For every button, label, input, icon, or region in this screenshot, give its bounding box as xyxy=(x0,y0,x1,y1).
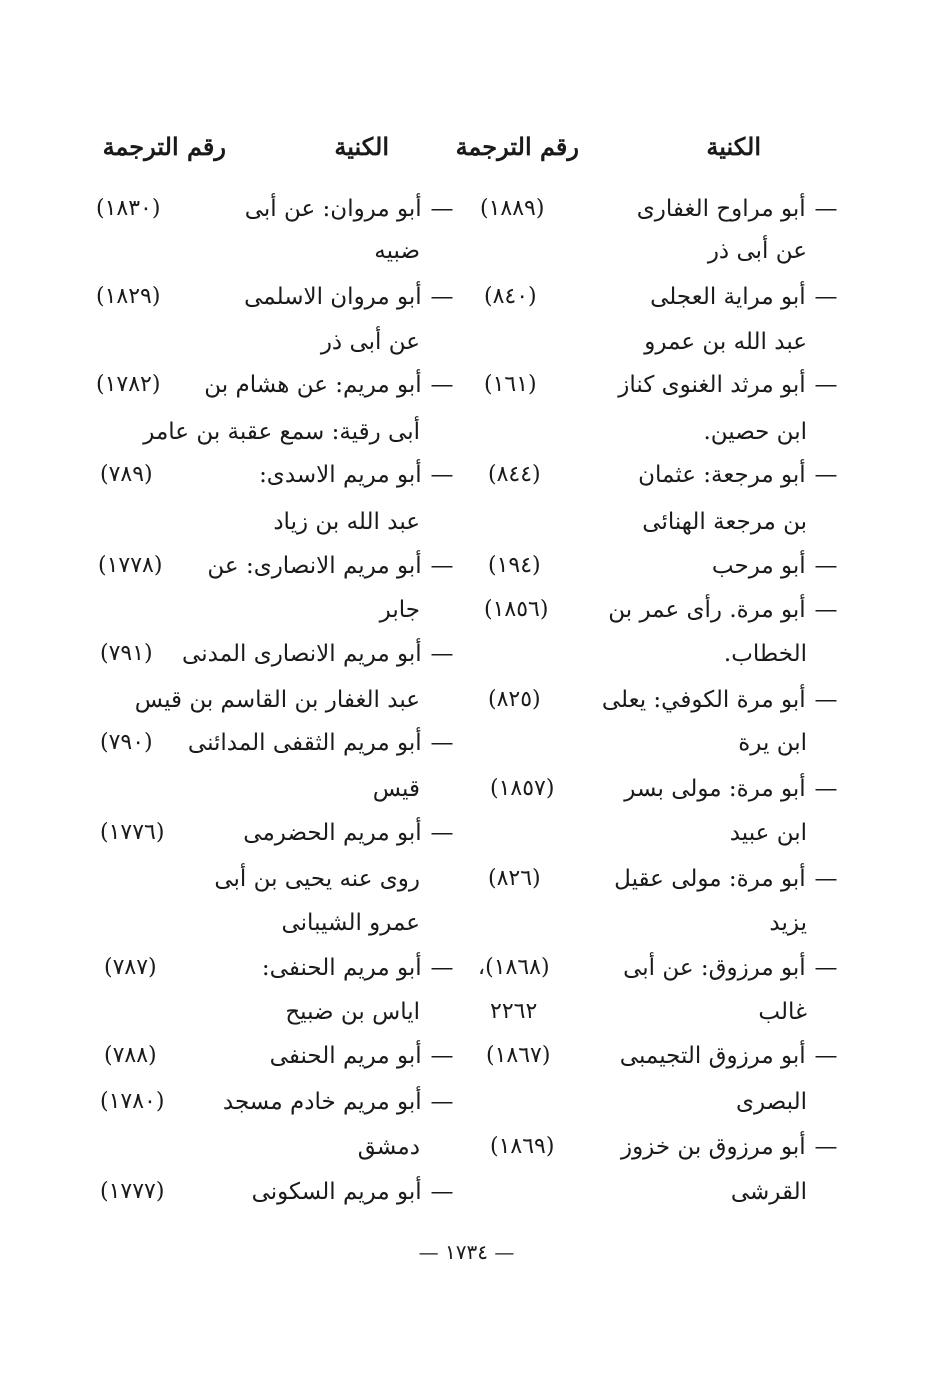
entry-continuation: عبد الله بن عمرو xyxy=(644,329,807,355)
entry-continuation: الخطاب. xyxy=(723,641,807,667)
entry-continuation: عبد الله بن زياد xyxy=(273,509,420,535)
entry-continuation: قيس xyxy=(372,776,420,802)
entry-name: أبو مريم الحنفى: xyxy=(261,955,422,981)
entry-number: (٨٢٥) xyxy=(488,687,541,712)
entry-name: أبو مرزوق بن خزوز xyxy=(620,1134,806,1160)
entry-number: (٧٨٧) xyxy=(104,955,157,980)
entry-kunya xyxy=(608,590,839,630)
entry-number: (١٨٦٧) xyxy=(486,1043,551,1068)
entry-number: (٧٩١) xyxy=(100,641,153,666)
entry-dash: — xyxy=(814,284,838,310)
entry-continuation: اياس بن ضبيح xyxy=(285,999,420,1025)
entry-name: أبو مريم الثقفى المدائنى xyxy=(187,730,422,756)
entry-kunya xyxy=(223,1082,455,1122)
entry-name: أبو مريم الحنفى xyxy=(269,1043,422,1069)
entry-kunya xyxy=(262,948,455,988)
entry-number: (٧٨٩) xyxy=(100,462,153,487)
entry-number: (١٨٨٩) xyxy=(480,196,545,221)
entry-continuation: أبى رقية: سمع عقبة بن عامر xyxy=(143,419,420,445)
entry-dash: — xyxy=(814,1134,838,1160)
entry-name: أبو مريم السكونى xyxy=(251,1179,422,1205)
entry-continuation: ضبيه xyxy=(374,238,420,264)
entry-name: أبو مرة. رأى عمر بن xyxy=(608,597,806,623)
entry-number-extra: ٢٢٦٢ xyxy=(490,999,538,1024)
entry-kunya xyxy=(637,189,839,229)
entry-kunya xyxy=(624,769,839,809)
entry-continuation: يزيد xyxy=(769,910,807,936)
entry-dash: — xyxy=(430,462,454,488)
entry-dash: — xyxy=(814,1043,838,1069)
entry-continuation: ابن يرة xyxy=(738,730,807,756)
entry-continuation: ابن حصين. xyxy=(703,419,807,445)
entry-continuation: دمشق xyxy=(357,1134,420,1160)
header-number-left: رقم الترجمة xyxy=(102,132,226,161)
entry-number: (٧٨٨) xyxy=(104,1043,157,1068)
entry-number: (١٨٣٠) xyxy=(96,196,161,221)
entry-dash: — xyxy=(430,820,454,846)
entry-number: (١٧٨٠) xyxy=(100,1089,165,1114)
entry-name: أبو مرزوق: عن أبى xyxy=(623,955,806,981)
entry-continuation: عن أبى ذر xyxy=(707,238,807,264)
entry-kunya xyxy=(188,723,455,763)
entry-name: أبو مراية العجلى xyxy=(650,284,806,310)
entry-continuation: غالب xyxy=(758,999,807,1025)
entry-dash: — xyxy=(430,372,454,398)
entry-kunya xyxy=(243,813,455,853)
page-number: — ١٧٣٤ — xyxy=(418,1240,515,1264)
entry-kunya xyxy=(620,1036,839,1076)
entry-number: (١٦١) xyxy=(484,372,537,397)
entry-number: (١٩٤) xyxy=(488,553,541,578)
entry-kunya xyxy=(244,277,455,317)
entry-kunya xyxy=(712,546,839,586)
header-kunya-right: الكنية xyxy=(706,132,761,161)
entry-number: (١٧٨٢) xyxy=(96,372,161,397)
entry-kunya xyxy=(650,277,839,317)
entry-kunya xyxy=(602,680,839,720)
entry-name: أبو مرة: مولى عقيل xyxy=(614,866,806,892)
entry-kunya xyxy=(252,1172,455,1212)
entry-kunya xyxy=(204,365,455,405)
entry-name: أبو مروان: عن أبى xyxy=(244,196,422,222)
entry-continuation: روى عنه يحيى بن أبى xyxy=(214,866,420,892)
entry-dash: — xyxy=(430,1043,454,1069)
entry-name: أبو مريم الاسدى: xyxy=(259,462,422,488)
entry-dash: — xyxy=(430,641,454,667)
entry-kunya xyxy=(621,1127,839,1167)
entry-continuation: البصرى xyxy=(736,1089,807,1115)
entry-number: (٨٤٠) xyxy=(484,284,537,309)
entry-number: (٨٢٦) xyxy=(488,866,541,891)
entry-continuation: عمرو الشيبانى xyxy=(281,910,420,936)
entry-kunya xyxy=(259,455,455,495)
header-kunya-left: الكنية xyxy=(334,132,389,161)
entry-name: أبو مروان الاسلمى xyxy=(244,284,422,310)
entry-continuation: عبد الغفار بن القاسم بن قيس xyxy=(134,687,420,713)
entry-number: (١٧٧٦) xyxy=(100,820,165,845)
entry-dash: — xyxy=(430,284,454,310)
entry-continuation: بن مرجعة الهنائى xyxy=(642,509,807,535)
entry-name: أبو مرجعة: عثمان xyxy=(638,462,806,488)
entry-name: أبو مريم الانصارى المدنى xyxy=(182,641,422,667)
entry-dash: — xyxy=(814,687,838,713)
entry-kunya xyxy=(207,546,455,586)
entry-name: أبو مريم: عن هشام بن xyxy=(204,372,422,398)
entry-dash: — xyxy=(430,730,454,756)
entry-name: أبو مرحب xyxy=(711,553,806,579)
entry-name: أبو مريم الانصارى: عن xyxy=(207,553,422,579)
entry-number: (٨٤٤) xyxy=(488,462,541,487)
entry-continuation: جابر xyxy=(379,597,420,623)
entry-dash: — xyxy=(430,553,454,579)
entry-dash: — xyxy=(430,196,454,222)
entry-name: أبو مرزوق التجيمبى xyxy=(619,1043,806,1069)
entry-kunya xyxy=(614,859,839,899)
entry-dash: — xyxy=(814,462,838,488)
entry-continuation: ابن عبيد xyxy=(729,820,807,846)
entry-name: أبو مرة الكوفي: يعلى xyxy=(601,687,806,713)
entry-number: (١٧٧٧) xyxy=(100,1179,165,1204)
entry-kunya xyxy=(623,948,839,988)
entry-number: (١٨٢٩) xyxy=(96,284,161,309)
entry-name: أبو مراوح الغفارى xyxy=(636,196,806,222)
entry-number: (١٧٧٨) xyxy=(98,553,163,578)
entry-kunya xyxy=(270,1036,455,1076)
entry-dash: — xyxy=(430,955,454,981)
entry-number: (١٨٥٧) xyxy=(490,776,555,801)
entry-kunya xyxy=(638,455,839,495)
entry-dash: — xyxy=(814,553,838,579)
entry-kunya xyxy=(182,634,455,674)
entry-dash: — xyxy=(430,1179,454,1205)
entry-kunya xyxy=(618,365,839,405)
entry-dash: — xyxy=(814,866,838,892)
header-number-right: رقم الترجمة xyxy=(455,132,579,161)
entry-name: أبو مريم خادم مسجد xyxy=(222,1089,422,1115)
entry-name: أبو مريم الحضرمى xyxy=(243,820,422,846)
entry-dash: — xyxy=(814,372,838,398)
entry-number: (١٨٦٩) xyxy=(490,1134,555,1159)
entry-number: (١٨٦٨)، xyxy=(478,955,550,980)
entry-dash: — xyxy=(814,196,838,222)
entry-number: (٧٩٠) xyxy=(100,730,153,755)
entry-number: (١٨٥٦) xyxy=(484,597,549,622)
entry-kunya xyxy=(245,189,455,229)
entry-dash: — xyxy=(814,955,838,981)
entry-name: أبو مرة: مولى بسر xyxy=(624,776,806,802)
entry-dash: — xyxy=(430,1089,454,1115)
entry-continuation: عن أبى ذر xyxy=(320,329,420,355)
entry-dash: — xyxy=(814,776,838,802)
entry-dash: — xyxy=(814,597,838,623)
entry-continuation: القرشى xyxy=(730,1179,807,1205)
entry-name: أبو مرثد الغنوى كناز xyxy=(618,372,806,398)
